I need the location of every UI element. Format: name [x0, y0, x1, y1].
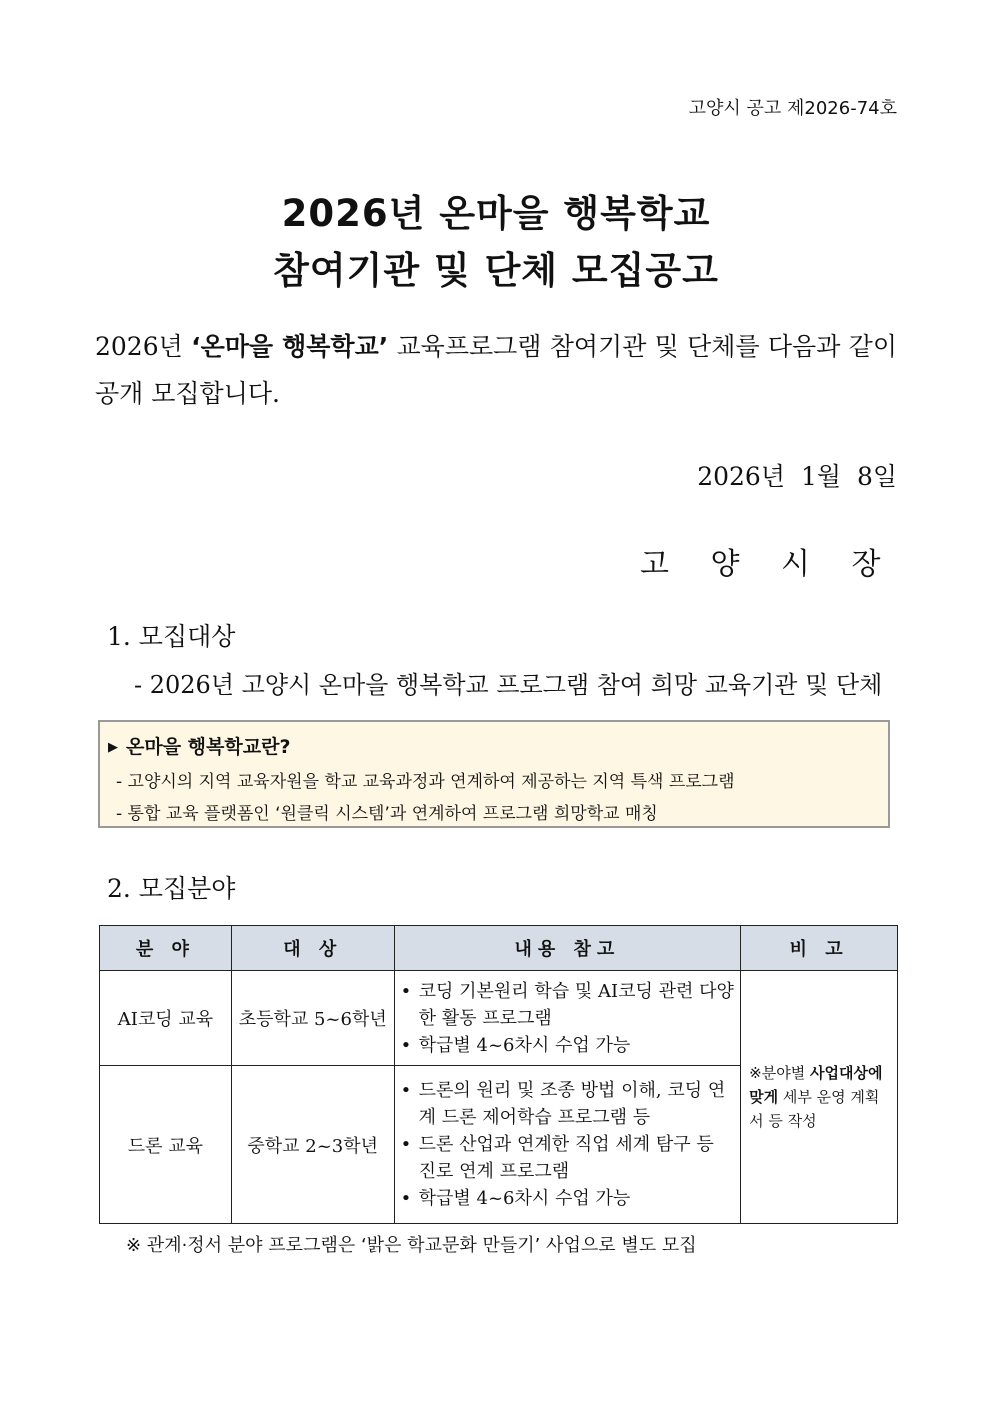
bullet-icon: •	[400, 980, 412, 1002]
header-target: 대 상	[231, 926, 394, 971]
row-target: 중학교 2~3학년	[231, 1066, 394, 1224]
list-item: • 학급별 4~6차시 수업 가능	[401, 1185, 735, 1212]
list-item: • 코딩 기본원리 학습 및 AI코딩 관련 다양한 활동 프로그램	[401, 978, 735, 1032]
table-row	[100, 971, 898, 1066]
info-box	[98, 720, 890, 828]
page-subtitle: 참여기관 및 단체 모집공고	[273, 249, 719, 292]
triangle-right-icon: ▶	[108, 740, 118, 755]
info-box-line-1: - 고양시의 지역 교육자원을 학교 교육과정과 연계하여 제공하는 지역 특색 프로그램	[116, 772, 735, 792]
info-box-line-2: - 통합 교육 플랫폼인 ‘원클릭 시스템’과 연계하여 프로그램 희망학교 매칭	[116, 804, 658, 824]
remark-cell	[741, 971, 898, 1224]
header-field: 분 야	[100, 926, 232, 971]
list-item: • 학급별 4~6차시 수업 가능	[401, 1032, 735, 1059]
row-target: 초등학교 5~6학년	[231, 971, 394, 1066]
bullet-icon: •	[400, 1080, 412, 1101]
remark-bold: 사업대상에 맞게	[749, 1064, 883, 1106]
list-item: • 드론의 원리 및 조종 방법 이해, 코딩 연계 드론 제어학습 프로그램 등	[401, 1077, 735, 1131]
section-1-item: - 2026년 고양시 온마을 행복학교 프로그램 참여 희망 교육기관 및 단체	[134, 671, 883, 699]
remark-suffix: 세부 운영 계획서 등 작성	[749, 1088, 880, 1130]
row-field: 드론 교육	[100, 1066, 232, 1224]
info-box-title	[108, 732, 290, 759]
section-2-heading: 2. 모집분야	[107, 874, 236, 903]
footnote: ※ 관계·정서 분야 프로그램은 ‘밝은 학교문화 만들기’ 사업으로 별도 모집	[126, 1235, 697, 1256]
list-item: • 드론 산업과 연계한 직업 세계 탐구 등 진로 연계 프로그램	[401, 1131, 735, 1185]
issuer: 고 양 시 장	[640, 547, 897, 582]
bullet-icon: •	[400, 1188, 412, 1209]
intro-paragraph	[95, 323, 897, 417]
bullet-icon: •	[400, 1034, 412, 1056]
remark-prefix: ※분야별	[749, 1064, 810, 1082]
header-remark: 비 고	[741, 926, 898, 971]
intro-suffix: 교육프로그램 참여기관 및 단체를 다음과 같이 공개 모집합니다.	[95, 332, 897, 408]
table-header-row	[100, 926, 898, 971]
intro-prefix: 2026년	[95, 332, 192, 361]
row-field: AI코딩 교육	[100, 971, 232, 1066]
fields-table	[99, 925, 898, 1224]
row-content	[394, 971, 741, 1066]
notice-number: 고양시 공고 제2026-74호	[688, 98, 897, 119]
row-content	[394, 1066, 741, 1224]
section-1-heading: 1. 모집대상	[107, 622, 236, 651]
announcement-date: 2026년 1월 8일	[697, 462, 897, 491]
info-box-title-text: 온마을 행복학교란?	[126, 736, 291, 758]
header-content: 내용 참고	[394, 926, 741, 971]
page-title: 2026년 온마을 행복학교	[281, 192, 711, 235]
bullet-icon: •	[400, 1134, 412, 1155]
intro-highlight: ‘온마을 행복학교’	[191, 332, 389, 361]
